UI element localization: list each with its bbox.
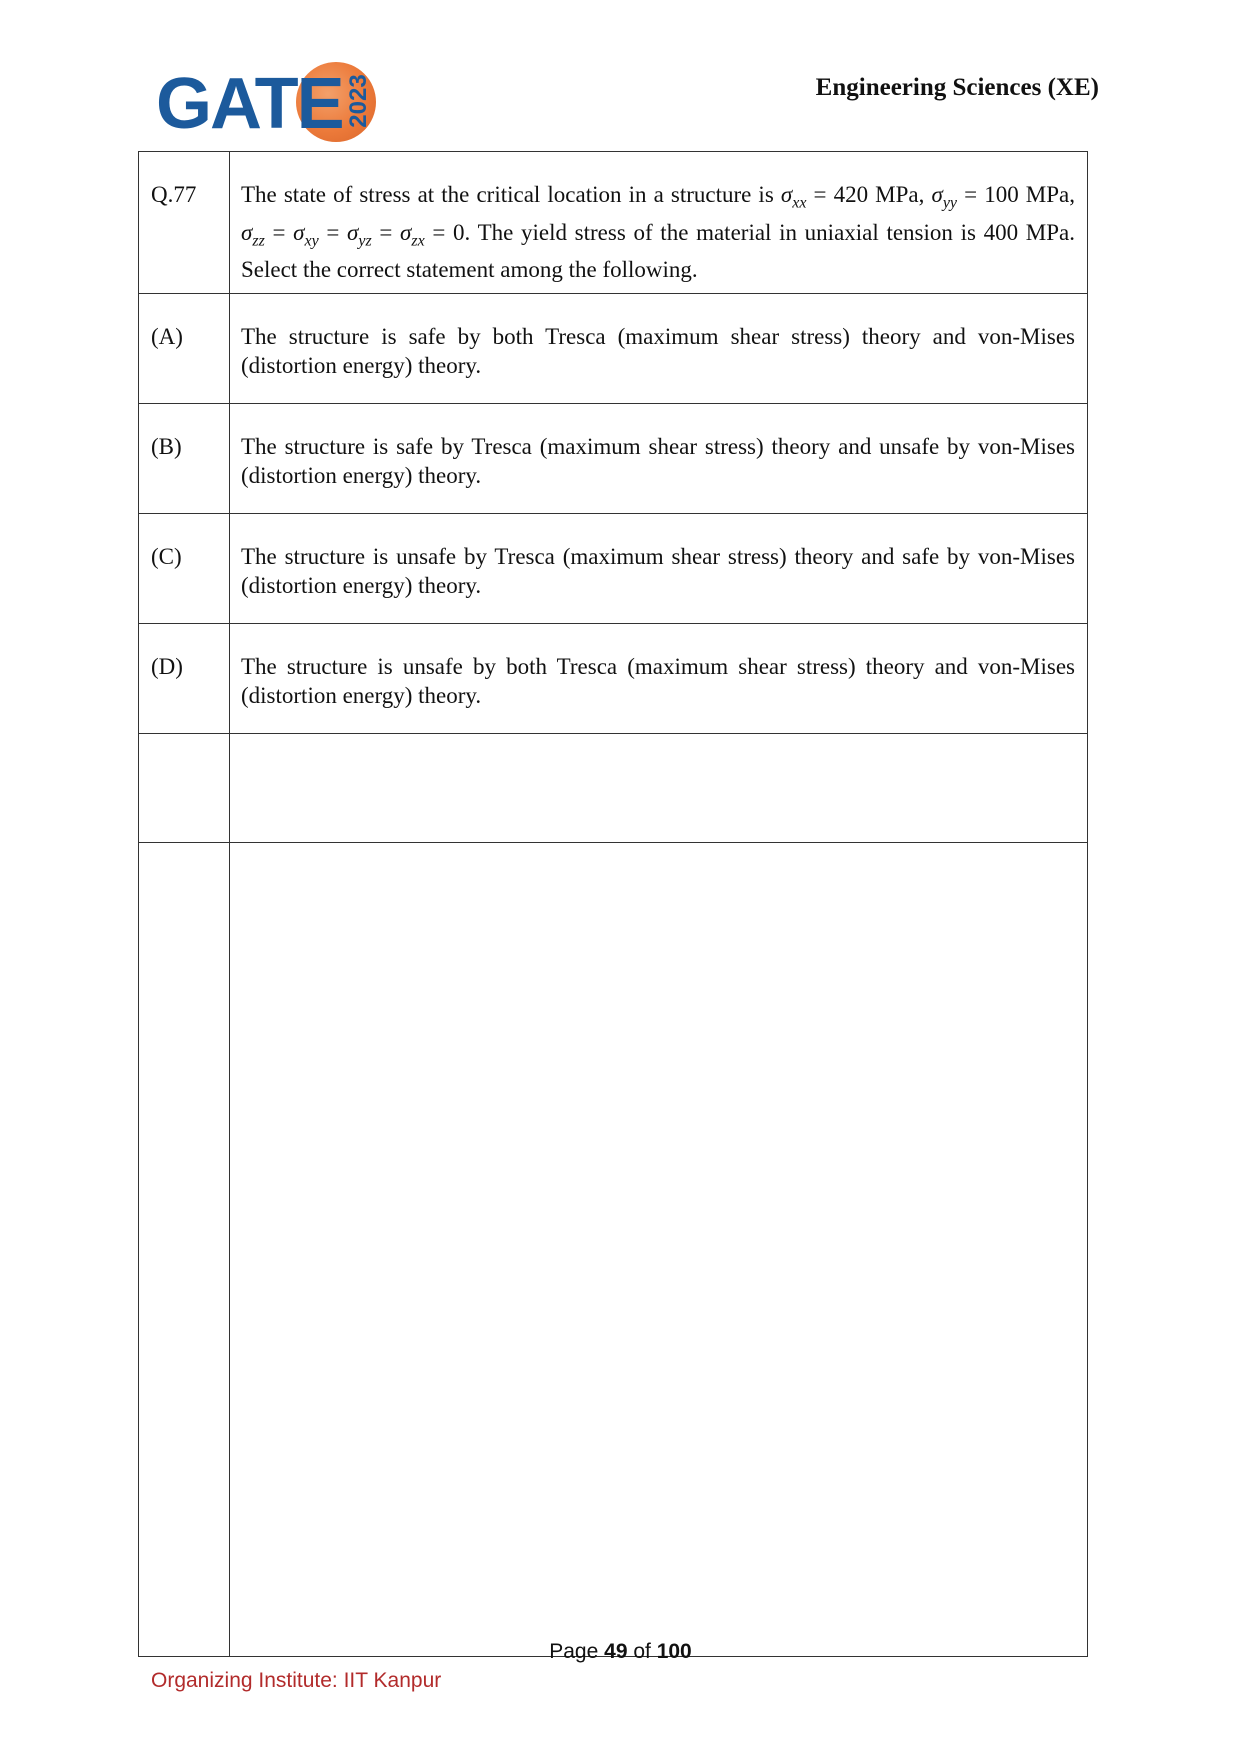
option-row-a — [139, 294, 1088, 404]
question-stem — [230, 152, 1088, 294]
option-text: The structure is unsafe by Tresca (maximum shear stress) theory and safe by von-Mises (distortion energy) theory. — [230, 514, 1088, 624]
option-label: (A) — [139, 294, 230, 404]
blank-row — [139, 843, 1088, 1657]
option-label: (D) — [139, 624, 230, 734]
equals-sign: = — [371, 219, 401, 245]
sigma-zx: $\sigma_{zx}$ — [400, 219, 425, 250]
page-number: Page 49 of 100 — [549, 1640, 692, 1663]
organizing-institute: Organizing Institute: IIT Kanpur — [151, 1669, 442, 1692]
empty-cell — [230, 734, 1088, 843]
logo-year: 2023 — [345, 74, 372, 128]
logo-year-box — [339, 60, 379, 142]
blank-cell — [139, 843, 230, 1657]
blank-cell — [230, 843, 1088, 1657]
paper-title: Engineering Sciences (XE) — [815, 74, 1099, 101]
logo-text: GATE — [156, 64, 343, 144]
sigma-yz: $\sigma_{yz}$ — [347, 219, 372, 250]
sigma-xy: $\sigma_{xy}$ — [293, 219, 319, 250]
sigma-zz: $\sigma_{zz}$ — [241, 219, 265, 250]
empty-cell — [139, 734, 230, 843]
option-row-d — [139, 624, 1088, 734]
option-text: The structure is safe by both Tresca (maximum shear stress) theory and von-Mises (distortion energy) theory. — [230, 294, 1088, 404]
empty-row — [139, 734, 1088, 843]
equals-sign: = — [318, 219, 348, 245]
stem-part-2: = 420 MPa, — [806, 182, 932, 207]
option-label: (B) — [139, 404, 230, 514]
option-text: The structure is safe by Tresca (maximum shear stress) theory and unsafe by von-Mises (distortion energy) theory. — [230, 404, 1088, 514]
equals-sign: = — [264, 219, 294, 245]
option-label: (C) — [139, 514, 230, 624]
question-number: Q.77 — [139, 152, 230, 294]
sigma-xx: $\sigma_{xx}$ — [780, 182, 807, 212]
gate-2023-logo — [156, 60, 376, 150]
stem-part-3: = 100 MPa, — [957, 182, 1075, 207]
stem-part-4: = 0. The yield stress of the material in uniaxial tension is 400 MPa. Select the correct statement among the following. — [241, 219, 1075, 283]
sigma-yy: $\sigma_{yy}$ — [931, 182, 958, 212]
stem-part-1: The state of stress at the critical location in a structure is — [241, 182, 781, 207]
option-row-b — [139, 404, 1088, 514]
question-row — [139, 152, 1088, 294]
question-table — [138, 151, 1088, 1657]
option-text: The structure is unsafe by both Tresca (maximum shear stress) theory and von-Mises (distortion energy) theory. — [230, 624, 1088, 734]
option-row-c — [139, 514, 1088, 624]
